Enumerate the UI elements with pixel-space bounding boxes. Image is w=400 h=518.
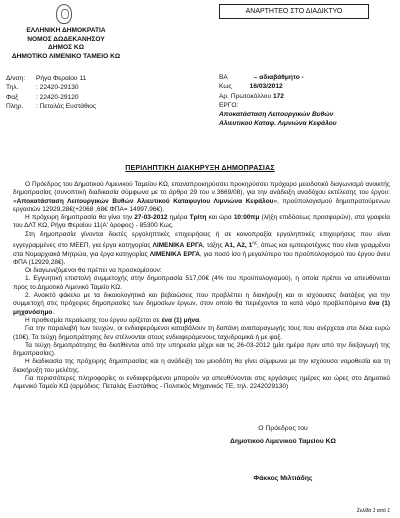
paragraph: Η πρόχειρη δημοπρασία θα γίνει την 27-03-2012 ημέρα Τρίτη και ώρα 10:00πμ (λήξη επιδόσεως προσφορών), στα γραφεία του ΔΛΤ ΚΩ, Ρήγα Φεραίου 11(Α' όροφος) - 85300 Κως. <box>13 214 390 230</box>
ada-label: ΒΑ <box>219 74 228 81</box>
page-title: ΠΕΡΙΛΗΠΤΙΚΗ ΔΙΑΚΗΡΥΞΗ ΔΗΜΟΠΡΑΣΙΑΣ <box>125 165 275 172</box>
contact-row <box>6 83 146 92</box>
contact-label: Τηλ. <box>6 84 19 92</box>
paragraph: Τα τεύχη δημοπράτησης θα διατίθενται από την υπηρεσία μέχρι και τις 26-03-2012 (μία ημέρα πριν από την διεξαγωγή της δημοπρασίας). <box>13 341 390 358</box>
document-date: 16/03/2012 <box>249 83 283 91</box>
signature-title: Ο Πρόεδρος του <box>258 425 308 432</box>
posting-stamp: ΑΝΑΡΤΗΤΕΟ ΣΤΟ ΔΙΑΔΙΚΤΥΟ <box>219 4 369 19</box>
project-title: Αλιευτικού Καταφ. Λιμνιώνα Κεφάλου <box>219 120 337 128</box>
contact-row <box>6 102 146 111</box>
contact-row <box>6 93 146 102</box>
protocol-number: 172 <box>272 92 284 100</box>
paragraph: Οι διαγωνιζόμενοι θα πρέπει να προσκομίσουν: <box>25 267 162 275</box>
ada-line <box>219 73 389 82</box>
protocol-label: Αρ. Πρωτοκόλλου <box>219 92 272 100</box>
org-line: ΔΗΜΟΤΙΚΟ ΛΙΜΕΝΙΚΟ ΤΑΜΕΙΟ ΚΩ <box>11 52 121 60</box>
project-title: Αποκατάσταση Λειτουργικών Βυθών <box>219 111 334 119</box>
contact-value: : 22420-29130 <box>36 84 79 92</box>
page-number: Σελίδα 1 από 1 <box>356 508 390 514</box>
place: Κως <box>219 83 232 91</box>
contact-value: Ρήγα Φεραίου 11 <box>36 75 87 82</box>
reference-block <box>219 73 389 129</box>
contact-label: Δ/νση: <box>6 75 26 82</box>
paragraph: 2. Ανοικτό φάκελο με τα δικαιολογητικά και βεβαιώσεις που προβλέπει η διακήρυξη και οι ισχύουσες διατάξεις για την συμμετοχή στις πρόχειρες δημοπρασίες των δημοσίων έργων, στον οποίο θα περιέχονται τα κατά νόμο προβλεπόμενα ένα (1) μηχανόσημο. <box>13 292 390 316</box>
paragraph: Για την παραλαβή των τευχών, οι ενδιαφερόμενοι καταβάλουν τη δαπάνη αναπαραγωγής τους που ανέρχεται στα δέκα ευρώ (10€). Τα τεύχη δημοπράτησης δεν στέλνονται στους ενδιαφερόμενους ταχυδρομικά ή με φαξ. <box>13 325 390 341</box>
protocol-line <box>219 92 389 101</box>
paragraph: Στη δημοπρασία γίνονται δεκτές εργοληπτικές επιχειρήσεις ή σε κοινοπραξία εργοληπτικές επιχειρήσεις που είναι εγγεγραμμένες στο ΜΕΕΠ, για έργα κατηγορίας ΛΙΜΕΝΙΚΑ ΕΡΓΑ, τάξης Α1, Α2, $1^{\eta\varsigma}$, όπως και εμπειροτέχνες που είναι γραμμένοι στα Νομαρχιακά Μητρώα, για έργα κατηγορίας ΛΙΜΕΝΙΚΑ ΕΡΓΑ, για ποσό ίσο ή μεγαλύτερο του προϋπολογισμού του έργου άνευ ΦΠΑ (12929,28€). <box>13 230 391 266</box>
contact-row <box>6 74 146 83</box>
org-line: ΕΛΛΗΝΙΚΗ ΔΗΜΟΚΡΑΤΙΑ <box>26 27 106 34</box>
project-label: ΕΡΓΟ: <box>219 101 239 109</box>
classification: – αδιαβάθμητο - <box>253 74 304 81</box>
contact-block <box>6 74 146 111</box>
paragraph: Η διαδικασία της πρόχειρης δημοπρασίας και η ανάδειξη του μειοδότη θα γίνει σύμφωνα με την ισχύουσα νομοθεσία και τη διακήρυξη του μελέτης. <box>13 358 390 374</box>
notice-body <box>13 181 390 392</box>
signature-org: Δημοτικού Λιμενικού Ταμείου ΚΩ <box>230 438 336 445</box>
org-line: ΝΟΜΟΣ ΔΩΔΕΚΑΝΗΣΟΥ <box>27 35 105 43</box>
date-line <box>219 82 389 91</box>
paragraph: 1. Εγγυητική επιστολή συμμετοχής στην δημοπρασία 517,00€ (4% του προϋπολογισμού), η οποία πρέπει να απευθύνεται προς το Δημοτικό Λιμενικό Ταμείο ΚΩ. <box>13 275 390 291</box>
paragraph: Για περισσότερες πληροφορίες οι ενδιαφερόμενοι μπορούν να απευθύνονται στις εργάσιμες ημέρες και ώρες στο Δημοτικό Λιμενικό Ταμείο ΚΩ (αρμόδιος: Πεταλάς Ευστάθιος - Πολιτικός Μηχανικός ΤΕ, τηλ. 2242029130) <box>13 374 390 391</box>
contact-label: Πληρ. <box>6 102 24 110</box>
contact-value: : Πεταλάς Ευστάθιος <box>36 102 97 110</box>
org-line: ΔΗΜΟΣ ΚΩ <box>48 44 84 52</box>
signatory-name: Φάκκος Μιλτιάδης <box>253 475 313 482</box>
paragraph: Η προθεσμία περαίωσης του έργου ορίζεται σε ένα (1) μήνα. <box>25 316 201 324</box>
greek-coat-of-arms-icon <box>56 4 72 24</box>
issuer-block <box>6 27 126 61</box>
paragraph: Ο Πρόεδρος του Δημοτικού Λιμενικού Ταμείου ΚΩ, επαναπροκηρύσσει προκηρύσσει πρόχειρο μειοδοτικό διαγωνισμό ανοικτής δημοπρασίας (συνοπτική διαδικασία σύμφωνα με το άρθρο 29 του ν.3669/08), για την ανάδειξη αναδόχου εκτέλεσης του έργου: «Αποκατάσταση Λειτουργικών Βυθών Αλιευτικού Καταφυγίου Λιμνιώνα Κεφάλου», προϋπολογισμού δημοπρατούμενων εργασιών 12929,28€(+2068 ,68€ ΦΠΑ= 14997,96€). <box>13 181 390 213</box>
contact-value: : 22420-29120 <box>36 93 79 101</box>
contact-label: Φαξ <box>6 93 19 101</box>
